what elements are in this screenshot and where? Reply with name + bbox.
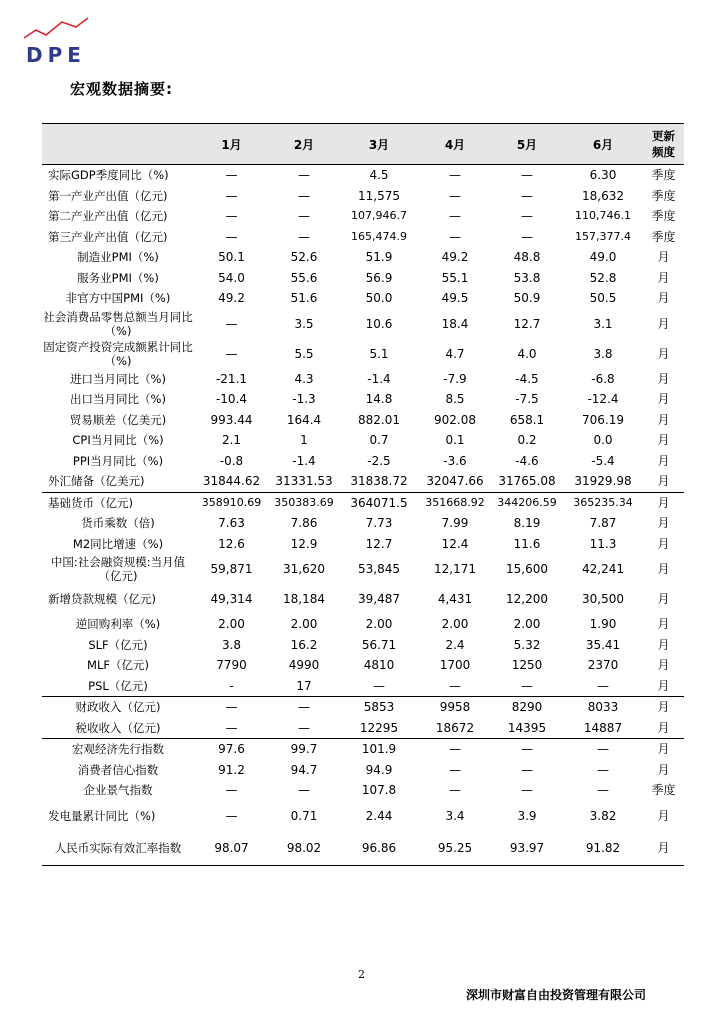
value-cell: -21.1 <box>215 371 248 386</box>
value-cell: — <box>225 808 238 823</box>
frequency-cell: 月 <box>657 250 670 265</box>
value-cell: 98.02 <box>269 831 339 866</box>
frequency-cell: 月 <box>657 762 670 777</box>
row-label: 新增贷款规模（亿元) <box>48 592 156 606</box>
value-cell: — <box>521 229 533 244</box>
value-cell: 1.90 <box>589 617 617 632</box>
table-row <box>42 186 684 207</box>
table-row <box>42 801 684 831</box>
value-cell: 4.0 <box>517 346 537 361</box>
row-label: 非官方中国PMI（%) <box>65 291 171 306</box>
header-frequency-line2: 频度 <box>652 145 675 159</box>
value-cell: 18,184 <box>283 592 325 606</box>
value-cell: 52.8 <box>589 270 617 285</box>
value-cell: 39,487 <box>358 592 400 606</box>
value-cell: — <box>225 209 238 224</box>
frequency-cell: 季度 <box>651 783 676 798</box>
table-row <box>42 534 684 555</box>
value-cell: 94.7 <box>290 762 318 777</box>
value-cell: 1700 <box>439 658 471 673</box>
frequency-cell: 月 <box>657 808 670 823</box>
frequency-cell: 月 <box>657 346 670 361</box>
row-label: 实际GDP季度同比（%) <box>48 168 169 183</box>
value-cell: — <box>597 678 609 693</box>
value-cell: 18.4 <box>441 316 469 331</box>
frequency-cell: 月 <box>643 697 684 718</box>
frequency-cell: 月 <box>657 637 670 652</box>
row-label: 第二产业产出值（亿元) <box>48 209 168 224</box>
table-row <box>42 513 684 534</box>
row-label: MLF（亿元) <box>87 658 149 673</box>
value-cell: 110,746.1 <box>575 209 631 223</box>
header-month-6: 6月 <box>563 124 643 165</box>
value-cell: — <box>563 739 643 760</box>
value-cell: — <box>521 678 533 693</box>
row-label: 进口当月同比（%) <box>70 371 166 386</box>
value-cell: — <box>521 762 533 777</box>
value-cell: 15,600 <box>506 562 548 576</box>
frequency-cell: 月 <box>657 562 670 576</box>
table-row <box>42 410 684 431</box>
value-cell: 2.44 <box>365 808 393 823</box>
value-cell: 56.71 <box>361 637 397 652</box>
table-row <box>42 697 684 718</box>
value-cell: — <box>225 783 238 798</box>
value-cell: 50.0 <box>365 291 393 306</box>
value-cell: — <box>225 720 238 735</box>
table-row <box>42 718 684 739</box>
row-label: 人民币实际有效汇率指数 <box>42 831 194 866</box>
value-cell: 3.8 <box>221 637 242 652</box>
value-cell: 50.1 <box>218 250 245 265</box>
header-month-2: 2月 <box>269 124 339 165</box>
frequency-cell: 月 <box>657 474 670 489</box>
value-cell: 4990 <box>288 658 320 673</box>
header-frequency-line1: 更新 <box>652 129 675 143</box>
value-cell: — <box>225 229 238 244</box>
value-cell: 95.25 <box>419 831 491 866</box>
row-label: 社会消费品零售总额当月同比（%) <box>43 309 193 338</box>
value-cell: 31838.72 <box>350 474 408 489</box>
value-cell: 2.00 <box>218 617 245 632</box>
row-label: 宏观经济先行指数 <box>42 739 194 760</box>
frequency-cell: 月 <box>643 831 684 866</box>
value-cell: 101.9 <box>339 739 419 760</box>
table-header-row <box>42 124 684 165</box>
table-row <box>42 471 684 492</box>
value-cell: 5853 <box>339 697 419 718</box>
value-cell: 49,314 <box>210 592 253 606</box>
table-body <box>42 165 684 866</box>
value-cell: 18,632 <box>582 188 624 203</box>
value-cell: 96.86 <box>339 831 419 866</box>
row-label: PSL（亿元) <box>88 678 148 693</box>
value-cell: 31331.53 <box>275 474 333 489</box>
row-label: 发电量累计同比（%) <box>48 808 156 823</box>
value-cell: 31844.62 <box>202 474 261 489</box>
value-cell: 55.1 <box>441 270 469 285</box>
table-row <box>42 635 684 656</box>
row-label: 第一产业产出值（亿元) <box>48 188 168 203</box>
value-cell: — <box>597 783 609 798</box>
value-cell: — <box>449 168 461 183</box>
frequency-cell: 月 <box>657 720 670 735</box>
row-label: 中国:社会融资规模:当月值（亿元) <box>50 555 186 583</box>
value-cell: 98.07 <box>194 831 269 866</box>
value-cell: — <box>225 188 238 203</box>
value-cell: 164.4 <box>286 412 322 427</box>
frequency-cell: 月 <box>657 536 670 551</box>
value-cell: 4,431 <box>437 592 473 606</box>
table-row <box>42 165 684 186</box>
value-cell: 31,620 <box>283 562 325 576</box>
value-cell: 14.8 <box>365 392 393 407</box>
value-cell: 53,845 <box>358 562 400 576</box>
value-cell: 49.2 <box>441 250 469 265</box>
page-number: 2 <box>358 968 365 981</box>
value-cell: 7.87 <box>589 516 617 531</box>
value-cell: 99.7 <box>269 739 339 760</box>
frequency-cell: 月 <box>657 291 670 306</box>
value-cell: 93.97 <box>491 831 563 866</box>
value-cell: -2.5 <box>367 453 391 468</box>
value-cell: 0.1 <box>445 433 465 448</box>
table-row <box>42 206 684 227</box>
row-label: 固定资产投资完成额累计同比（%) <box>43 339 193 368</box>
table-row <box>42 676 684 697</box>
value-cell: — <box>597 762 609 777</box>
header-month-1: 1月 <box>194 124 269 165</box>
value-cell: — <box>449 783 461 798</box>
value-cell: 3.1 <box>593 316 613 331</box>
value-cell: -7.5 <box>515 392 539 407</box>
frequency-cell: 月 <box>657 371 670 386</box>
value-cell: 2.00 <box>441 617 469 632</box>
row-label: 消费者信心指数 <box>77 762 159 777</box>
value-cell: 0.2 <box>517 433 537 448</box>
value-cell: 7.73 <box>365 516 393 531</box>
table-row <box>42 655 684 676</box>
value-cell: 107,946.7 <box>351 209 407 223</box>
value-cell: 658.1 <box>509 412 545 427</box>
value-cell: 365235.34 <box>563 492 643 513</box>
value-cell: - <box>229 678 234 693</box>
value-cell: 6.30 <box>589 168 617 183</box>
value-cell: 11.6 <box>513 536 541 551</box>
value-cell: — <box>521 783 533 798</box>
value-cell: — <box>449 762 461 777</box>
header-month-5: 5月 <box>491 124 563 165</box>
frequency-cell: 月 <box>657 433 670 448</box>
row-label: 逆回购利率（%) <box>75 617 161 632</box>
value-cell: 157,377.4 <box>575 229 631 243</box>
value-cell: 7.99 <box>441 516 469 531</box>
value-cell: 97.6 <box>194 739 269 760</box>
table-row <box>42 492 684 513</box>
value-cell: 1250 <box>511 658 543 673</box>
value-cell: 993.44 <box>210 412 253 427</box>
table-row <box>42 369 684 390</box>
value-cell: — <box>298 209 310 224</box>
table-row <box>42 780 684 801</box>
value-cell: 344206.59 <box>491 492 563 513</box>
table-row <box>42 614 684 635</box>
value-cell: -0.8 <box>219 453 244 468</box>
table-row <box>42 760 684 781</box>
value-cell: 5.5 <box>294 346 314 361</box>
value-cell: — <box>373 678 385 693</box>
value-cell: 9958 <box>419 697 491 718</box>
value-cell: 49.2 <box>218 291 245 306</box>
row-label: 货币乘数（倍) <box>81 516 155 531</box>
value-cell: -12.4 <box>587 392 619 407</box>
row-label: PPI当月同比（%) <box>72 453 164 468</box>
row-label: 基础货币（亿元) <box>42 492 194 513</box>
value-cell: 7790 <box>216 658 247 673</box>
value-cell: -7.9 <box>443 371 467 386</box>
footer-company: 深圳市财富自由投资管理有限公司 <box>466 988 647 1002</box>
value-cell: 11.3 <box>589 536 617 551</box>
value-cell: 8033 <box>563 697 643 718</box>
value-cell: 50.9 <box>513 291 541 306</box>
value-cell: 902.08 <box>434 412 476 427</box>
value-cell: -4.6 <box>515 453 539 468</box>
page-title: 宏观数据摘要: <box>70 80 173 98</box>
value-cell: — <box>298 783 310 798</box>
value-cell: — <box>298 720 310 735</box>
value-cell: -1.3 <box>292 392 316 407</box>
frequency-cell: 月 <box>657 658 670 673</box>
value-cell: 1 <box>300 433 308 448</box>
value-cell: 2.1 <box>221 433 242 448</box>
row-label: 税收收入（亿元) <box>75 720 161 735</box>
frequency-cell: 月 <box>657 516 670 531</box>
value-cell: 3.82 <box>589 808 617 823</box>
row-label: 外汇储备（亿美元) <box>48 474 145 489</box>
value-cell: 49.0 <box>589 250 617 265</box>
row-label: 出口当月同比（%) <box>70 392 166 407</box>
value-cell: 94.9 <box>365 762 393 777</box>
value-cell: -5.4 <box>591 453 615 468</box>
value-cell: 882.01 <box>358 412 400 427</box>
table-row <box>42 268 684 289</box>
frequency-cell: 月 <box>657 270 670 285</box>
value-cell: 12.4 <box>441 536 469 551</box>
table-row <box>42 389 684 410</box>
value-cell: -10.4 <box>215 392 248 407</box>
value-cell: — <box>298 229 310 244</box>
value-cell: 7.63 <box>218 516 245 531</box>
value-cell: 5.1 <box>369 346 389 361</box>
value-cell: — <box>298 188 310 203</box>
value-cell: 8.5 <box>445 392 465 407</box>
value-cell: 52.6 <box>290 250 318 265</box>
value-cell: 56.9 <box>365 270 393 285</box>
frequency-cell: 月 <box>643 739 684 760</box>
frequency-cell: 月 <box>657 316 670 331</box>
value-cell: 51.6 <box>290 291 318 306</box>
value-cell: — <box>419 739 491 760</box>
value-cell: 31765.08 <box>498 474 556 489</box>
table-row <box>42 288 684 309</box>
frequency-cell: 月 <box>643 492 684 513</box>
value-cell: — <box>449 188 461 203</box>
value-cell: 3.5 <box>294 316 314 331</box>
table-row <box>42 831 684 866</box>
value-cell: 54.0 <box>218 270 245 285</box>
value-cell: 0.0 <box>593 433 613 448</box>
value-cell: -1.4 <box>292 453 316 468</box>
value-cell: — <box>449 229 461 244</box>
value-cell: 0.71 <box>290 808 318 823</box>
value-cell: 14887 <box>583 720 623 735</box>
value-cell: -3.6 <box>443 453 467 468</box>
table-row <box>42 554 684 584</box>
frequency-cell: 季度 <box>651 168 676 183</box>
value-cell: 364071.5 <box>339 492 419 513</box>
value-cell: — <box>521 168 533 183</box>
dpe-logo <box>22 16 92 66</box>
value-cell: 4.5 <box>369 168 389 183</box>
logo-text: DPE <box>26 43 86 67</box>
value-cell: 5.32 <box>513 637 541 652</box>
logo-swoosh-icon <box>22 16 92 46</box>
frequency-cell: 季度 <box>651 188 676 203</box>
value-cell: 42,241 <box>582 562 624 576</box>
value-cell: 14395 <box>507 720 547 735</box>
value-cell: 35.41 <box>585 637 621 652</box>
header-month-3: 3月 <box>339 124 419 165</box>
frequency-cell: 季度 <box>651 209 676 224</box>
value-cell: 91.82 <box>563 831 643 866</box>
value-cell: 4810 <box>363 658 395 673</box>
value-cell: — <box>521 188 533 203</box>
value-cell: — <box>491 739 563 760</box>
value-cell: 3.8 <box>593 346 613 361</box>
value-cell: — <box>194 697 269 718</box>
frequency-cell: 月 <box>657 678 670 693</box>
row-label: 财政收入（亿元) <box>42 697 194 718</box>
value-cell: 49.5 <box>441 291 469 306</box>
row-label: M2同比增速（%) <box>72 536 164 551</box>
table-row <box>42 430 684 451</box>
row-label: 制造业PMI（%) <box>77 250 159 265</box>
frequency-cell: 月 <box>657 617 670 632</box>
value-cell: — <box>521 209 533 224</box>
table-row <box>42 247 684 268</box>
value-cell: 3.4 <box>445 808 465 823</box>
value-cell: 12,171 <box>434 562 476 576</box>
value-cell: 32047.66 <box>426 474 484 489</box>
value-cell: 2370 <box>587 658 619 673</box>
value-cell: — <box>225 168 238 183</box>
table-row <box>42 309 684 339</box>
value-cell: 350383.69 <box>269 492 339 513</box>
frequency-cell: 月 <box>657 453 670 468</box>
value-cell: 8290 <box>491 697 563 718</box>
value-cell: -4.5 <box>515 371 539 386</box>
value-cell: 358910.69 <box>194 492 269 513</box>
value-cell: 12,200 <box>506 592 548 606</box>
value-cell: 3.9 <box>517 808 537 823</box>
value-cell: 2.4 <box>445 637 465 652</box>
value-cell: 30,500 <box>582 592 624 606</box>
value-cell: 107.8 <box>361 783 397 798</box>
value-cell: 7.86 <box>290 516 318 531</box>
header-label-cell <box>42 124 194 165</box>
value-cell: 10.6 <box>365 316 393 331</box>
table-row <box>42 451 684 472</box>
value-cell: 51.9 <box>365 250 393 265</box>
value-cell: 12.7 <box>513 316 541 331</box>
header-frequency <box>643 124 684 165</box>
header-month-4: 4月 <box>419 124 491 165</box>
value-cell: 50.5 <box>589 291 617 306</box>
table-row <box>42 227 684 248</box>
table-row <box>42 584 684 614</box>
frequency-cell: 季度 <box>651 229 676 244</box>
value-cell: 55.6 <box>290 270 318 285</box>
table-row <box>42 739 684 760</box>
value-cell: 12.6 <box>218 536 245 551</box>
value-cell: 48.8 <box>513 250 541 265</box>
value-cell: -1.4 <box>367 371 391 386</box>
value-cell: — <box>225 346 238 361</box>
table-row <box>42 339 684 369</box>
frequency-cell: 月 <box>657 592 670 606</box>
value-cell: 8.19 <box>513 516 541 531</box>
value-cell: 2.00 <box>290 617 318 632</box>
value-cell: 53.8 <box>513 270 541 285</box>
value-cell: — <box>269 697 339 718</box>
value-cell: 12.7 <box>365 536 393 551</box>
value-cell: 91.2 <box>218 762 245 777</box>
row-label: SLF（亿元) <box>88 637 148 652</box>
value-cell: -6.8 <box>591 371 615 386</box>
value-cell: — <box>449 678 461 693</box>
row-label: 贸易顺差（亿美元) <box>69 412 167 427</box>
value-cell: 4.3 <box>294 371 314 386</box>
row-label: 第三产业产出值（亿元) <box>48 229 168 244</box>
value-cell: 16.2 <box>290 637 318 652</box>
value-cell: — <box>298 168 310 183</box>
value-cell: 4.7 <box>445 346 465 361</box>
value-cell: — <box>225 316 238 331</box>
value-cell: 2.00 <box>365 617 393 632</box>
value-cell: 18672 <box>435 720 475 735</box>
value-cell: — <box>449 209 461 224</box>
value-cell: 17 <box>296 678 312 693</box>
value-cell: 11,575 <box>358 188 400 203</box>
macro-data-table <box>42 123 684 866</box>
value-cell: 12295 <box>359 720 399 735</box>
row-label: CPI当月同比（%) <box>72 433 164 448</box>
value-cell: 0.7 <box>369 433 389 448</box>
row-label: 服务业PMI（%) <box>77 270 159 285</box>
value-cell: 59,871 <box>210 562 253 576</box>
value-cell: 165,474.9 <box>351 229 407 243</box>
value-cell: 31929.98 <box>574 474 632 489</box>
value-cell: 12.9 <box>290 536 318 551</box>
frequency-cell: 月 <box>657 392 670 407</box>
row-label: 企业景气指数 <box>83 783 153 798</box>
value-cell: 351668.92 <box>419 492 491 513</box>
value-cell: 2.00 <box>513 617 541 632</box>
frequency-cell: 月 <box>657 412 670 427</box>
value-cell: 706.19 <box>582 412 624 427</box>
